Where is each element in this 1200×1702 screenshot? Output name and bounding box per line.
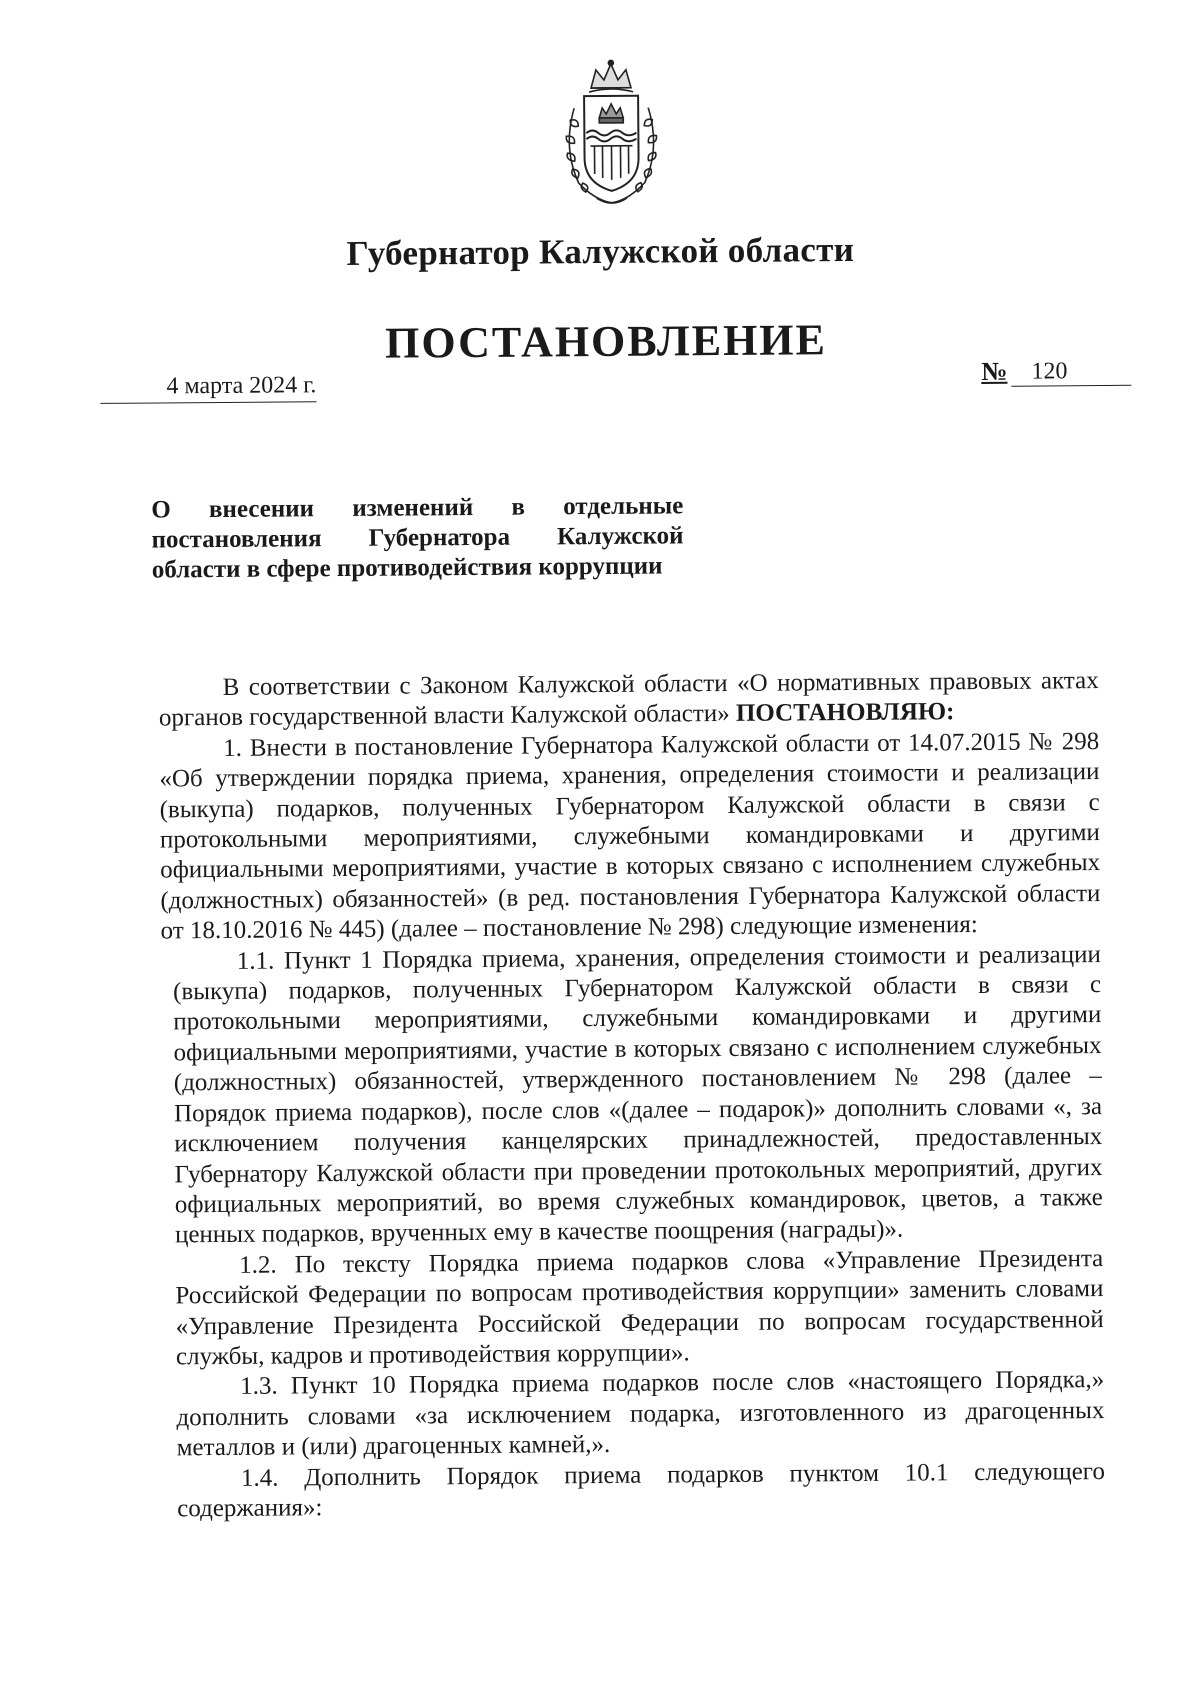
item-1-1: 1.1. Пункт 1 Порядка приема, хранения, определения стоимости и реализации (выкупа) подарков, полученных Губернатором Калужской области в связи с протокольными мероприятиями, служебными командировками и другими официальными мероприятиями, участие в которых связано с исполнением служебных (должностных) обязанностей, утвержденного постановлением № 298 (далее – Порядок приема подарков), после слов «(далее – подарок)» дополнить словами «, за исключением получения канцелярских принадлежностей, предоставленных Губернатору Калужской области при проведении протокольных мероприятий, других официальных мероприятий, во время служебных командировок, цветов, а также ценных подарков, врученных ему в качестве поощрения (награды)».	[173, 940, 1103, 1251]
issuer-title: Губернатор Калужской области	[0, 227, 1195, 276]
decree-word: ПОСТАНОВЛЯЮ:	[736, 699, 955, 728]
item-1-4: 1.4. Дополнить Порядок приема подарков пунктом 10.1 следующего содержания»:	[177, 1457, 1105, 1525]
document-subject: О внесении изменений в отдельные постановления Губернатора Калужской области в сфере противодействия коррупции	[151, 491, 684, 585]
sub-items	[161, 940, 1106, 1525]
item-1: 1. Внести в постановление Губернатора Калужской области от 14.07.2015 № 298 «Об утверждении порядка приема, хранения, определения стоимости и реализации (выкупа) подарков, полученных Губернатором Калужской области в связи с протокольными мероприятиями, служебными командировками и другими официальными мероприятиями, участие в которых связано с исполнением служебных (должностных) обязанностей» (в ред. постановления Губернатора Калужской области от 18.10.2016 № 445) (далее – постановление № 298) следующие изменения:	[159, 727, 1101, 947]
item-1-3: 1.3. Пункт 10 Порядка приема подарков после слов «настоящего Порядка,» дополнить словами «за исключением подарка, изготовленного из драгоценных металлов и (или) драгоценных камней,».	[176, 1365, 1105, 1464]
preamble-text: В соответствии с Законом Калужской области «О нормативных правовых актах органов государственной власти Калужской области»	[159, 667, 1099, 732]
number-value: 120	[1011, 358, 1131, 387]
document-date: 4 марта 2024 г.	[100, 372, 316, 404]
preamble-paragraph	[159, 666, 1099, 734]
document-type: ПОСТАНОВЛЕНИЕ	[0, 311, 1196, 371]
kaluga-region-coat-of-arms-icon	[556, 57, 667, 208]
document-number	[981, 356, 1131, 387]
item-1-2: 1.2. По тексту Порядка приема подарков слова «Управление Президента Российской Федерации по вопросам противодействия коррупции» заменить словами «Управление Президента Российской Федерации по вопросам государственной службы, кадров и противодействия коррупции».	[175, 1244, 1104, 1373]
document-body	[159, 666, 1106, 1525]
number-sign: №	[981, 357, 1007, 387]
